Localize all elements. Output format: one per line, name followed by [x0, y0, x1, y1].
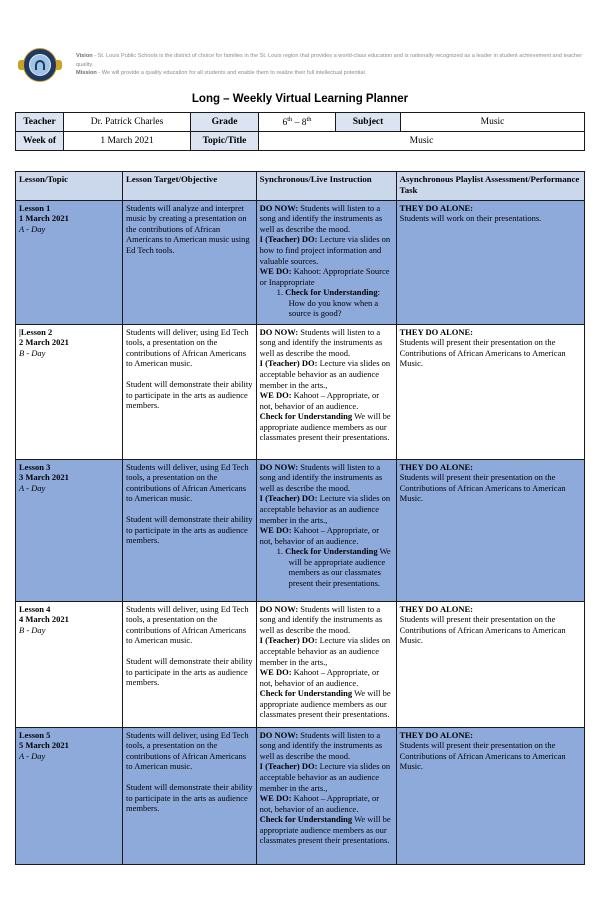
sync-line: I (Teacher) DO: Lecture via slides on acceptable behavior as an audience member in the arts.,: [259, 493, 391, 525]
lesson-row: [16, 460, 585, 602]
page-title: Long – Weekly Virtual Learning Planner: [191, 93, 409, 105]
lesson-title: Lesson 1: [19, 202, 51, 213]
async-text: Students will present their presentation on the Contributions of African Americans to American Music.: [399, 337, 566, 369]
sync-line: WE DO: Kahoot: Appropriate Source or Inappropriate: [259, 266, 390, 287]
sync-line: Check for Understanding We will be appropriate audience members as our classmates present their presentations.: [259, 688, 391, 720]
lesson-async-cell: [397, 201, 585, 325]
lesson-date: 5 March 2021: [19, 740, 69, 751]
sync-line: DO NOW: Students will listen to a song and identify the instruments as well as describe the mood.: [259, 603, 383, 635]
async-label: THEY DO ALONE:: [399, 603, 474, 614]
lesson-rows-container: [16, 201, 585, 865]
sync-line: I (Teacher) DO: Lecture via slides on acceptable behavior as an audience member in the arts.,: [259, 761, 391, 793]
sync-line: DO NOW: Students will listen to a song and identify the instruments as well as describe the mood.: [259, 729, 383, 761]
objective-paragraph: Students will deliver, using Ed Tech tools, a presentation on the contributions of African Americans to American music.: [125, 729, 249, 772]
grade-to: 8: [301, 118, 307, 129]
sync-line: I (Teacher) DO: Lecture via slides on acceptable behavior as an audience member in the arts.,: [259, 635, 391, 667]
info-row-1: [16, 113, 585, 132]
async-text: Students will work on their presentations.: [399, 213, 542, 224]
objective-paragraph: Students will deliver, using Ed Tech tools, a presentation on the contributions of African Americans to American music.: [125, 461, 249, 504]
lesson-async-cell: [397, 460, 585, 602]
lesson-row: [16, 602, 585, 728]
objective-paragraph: Students will analyze and interpret music by creating a presentation on the contributions of African Americans to American music using Ed Tech tools.: [125, 202, 250, 255]
mission-label: Mission: [76, 70, 97, 77]
lesson-objective-cell: [123, 201, 257, 325]
lesson-topic-cell: [16, 201, 123, 325]
lesson-objective-cell: [123, 728, 257, 865]
lesson-title: |Lesson 2: [19, 326, 53, 337]
vision-text: - St. Louis Public Schools is the district of choice for families in the St. Louis region that provides a world-class education and is nationally recognized as a leader in student achievement and teacher quality.: [76, 53, 583, 68]
lesson-sync-cell: [257, 460, 397, 602]
lesson-date: 2 March 2021: [19, 337, 69, 348]
grade-from: 6: [282, 118, 288, 129]
lesson-date: 1 March 2021: [19, 213, 69, 224]
objective-paragraph: Student will demonstrate their ability to participate in the arts as audience members.: [125, 781, 253, 814]
teacher-label: Teacher: [16, 113, 64, 132]
lesson-objective-cell: [123, 325, 257, 460]
grade-from-ordinal: th: [287, 115, 293, 123]
lesson-objective-cell: [123, 460, 257, 602]
lesson-day: A - Day: [19, 750, 46, 761]
column-header-asynchronous: Asynchronous Playlist Assessment/Performance Task: [397, 172, 585, 201]
async-label: THEY DO ALONE:: [399, 326, 474, 337]
sync-numbered-item: 1. Check for Understanding We will be appropriate audience members as our classmates present their presentations.: [276, 546, 391, 588]
lesson-day: B - Day: [19, 624, 46, 635]
sync-line: WE DO: Kahoot – Appropriate, or not, behavior of an audience.: [259, 793, 380, 814]
document-header: [18, 48, 585, 82]
async-text: Students will present their presentation on the Contributions of African Americans to American Music.: [399, 740, 566, 772]
lesson-day: A - Day: [19, 223, 46, 234]
objective-paragraph: Student will demonstrate their ability to participate in the arts as audience members.: [125, 378, 253, 411]
grade-to-ordinal: th: [306, 115, 312, 123]
sync-line: DO NOW: Students will listen to a song and identify the instruments as well as describe the mood.: [259, 202, 383, 234]
lesson-sync-cell: [257, 728, 397, 865]
planner-header-row: [16, 172, 585, 201]
sync-numbered-item: 1. Check for Understanding: How do you know when a source is good?: [276, 287, 380, 319]
lesson-sync-cell: [257, 201, 397, 325]
lesson-sync-cell: [257, 602, 397, 728]
lesson-topic-cell: [16, 460, 123, 602]
objective-paragraph: Students will deliver, using Ed Tech tools, a presentation on the contributions of African Americans to American music.: [125, 326, 249, 369]
lesson-topic-cell: [16, 728, 123, 865]
lesson-row: [16, 728, 585, 865]
vision-mission-statement: [76, 48, 585, 78]
objective-paragraph: Students will deliver, using Ed Tech tools, a presentation on the contributions of African Americans to American music.: [125, 603, 249, 646]
objective-paragraph: Student will demonstrate their ability to participate in the arts as audience members.: [125, 655, 253, 688]
lesson-day: A - Day: [19, 482, 46, 493]
weekly-planner-table: [15, 171, 585, 865]
topic-title-value: Music: [259, 132, 585, 151]
column-header-synchronous: Synchronous/Live Instruction: [257, 172, 397, 201]
grade-value: [259, 113, 336, 132]
lesson-date: 4 March 2021: [19, 614, 69, 625]
lesson-title: Lesson 5: [19, 729, 51, 740]
week-of-value: 1 March 2021: [64, 132, 191, 151]
async-text: Students will present their presentation on the Contributions of African Americans to American Music.: [399, 472, 566, 504]
vision-label: Vision: [76, 53, 93, 59]
lesson-topic-cell: [16, 602, 123, 728]
gateway-arch-icon: [35, 60, 45, 70]
lesson-row: [16, 201, 585, 325]
sync-line: DO NOW: Students will listen to a song and identify the instruments as well as describe the mood.: [259, 326, 383, 358]
lesson-day: B - Day: [19, 347, 46, 358]
lesson-async-cell: [397, 325, 585, 460]
topic-title-label: Topic/Title: [191, 132, 259, 151]
async-text: Students will present their presentation on the Contributions of African Americans to American Music.: [399, 614, 566, 646]
lesson-topic-cell: [16, 325, 123, 460]
vision-line: [76, 52, 585, 69]
lesson-objective-cell: [123, 602, 257, 728]
lesson-title: Lesson 4: [19, 603, 51, 614]
objective-paragraph: Student will demonstrate their ability to participate in the arts as audience members.: [125, 513, 253, 546]
teacher-value: Dr. Patrick Charles: [64, 113, 191, 132]
info-row-2: [16, 132, 585, 151]
sync-line: WE DO: Kahoot – Appropriate, or not, behavior of an audience.: [259, 390, 380, 411]
subject-value: Music: [401, 113, 585, 132]
sync-line: DO NOW: Students will listen to a song and identify the instruments as well as describe the mood.: [259, 461, 383, 493]
district-seal-logo-icon: [18, 48, 62, 82]
sync-line: I (Teacher) DO: Lecture via slides on acceptable behavior as an audience member in the arts.,: [259, 358, 391, 390]
lesson-sync-cell: [257, 325, 397, 460]
async-label: THEY DO ALONE:: [399, 461, 474, 472]
sync-line: Check for Understanding We will be appropriate audience members as our classmates present their presentations.: [259, 411, 391, 443]
teacher-info-table: [15, 112, 585, 151]
column-header-lesson-target: Lesson Target/Objective: [123, 172, 257, 201]
lesson-row: [16, 325, 585, 460]
week-of-label: Week of: [16, 132, 64, 151]
lesson-title: Lesson 3: [19, 461, 51, 472]
async-label: THEY DO ALONE:: [399, 202, 474, 213]
sync-line: WE DO: Kahoot – Appropriate, or not, behavior of an audience.: [259, 667, 380, 688]
column-header-lesson-topic: Lesson/Topic: [16, 172, 123, 201]
subject-label: Subject: [336, 113, 401, 132]
grade-label: Grade: [191, 113, 259, 132]
sync-line: WE DO: Kahoot – Appropriate, or not, behavior of an audience.: [259, 525, 380, 546]
lesson-async-cell: [397, 728, 585, 865]
mission-text: - We will provide a quality education for all students and enable them to realize their full intellectual potential.: [96, 70, 367, 77]
sync-line: I (Teacher) DO: Lecture via slides on how to find project information and valuable sources.: [259, 234, 391, 266]
mission-line: [76, 69, 585, 78]
sync-line: Check for Understanding We will be appropriate audience members as our classmates present their presentations.: [259, 814, 391, 846]
lesson-async-cell: [397, 602, 585, 728]
async-label: THEY DO ALONE:: [399, 729, 474, 740]
grade-dash: –: [292, 118, 302, 129]
lesson-date: 3 March 2021: [19, 472, 69, 483]
